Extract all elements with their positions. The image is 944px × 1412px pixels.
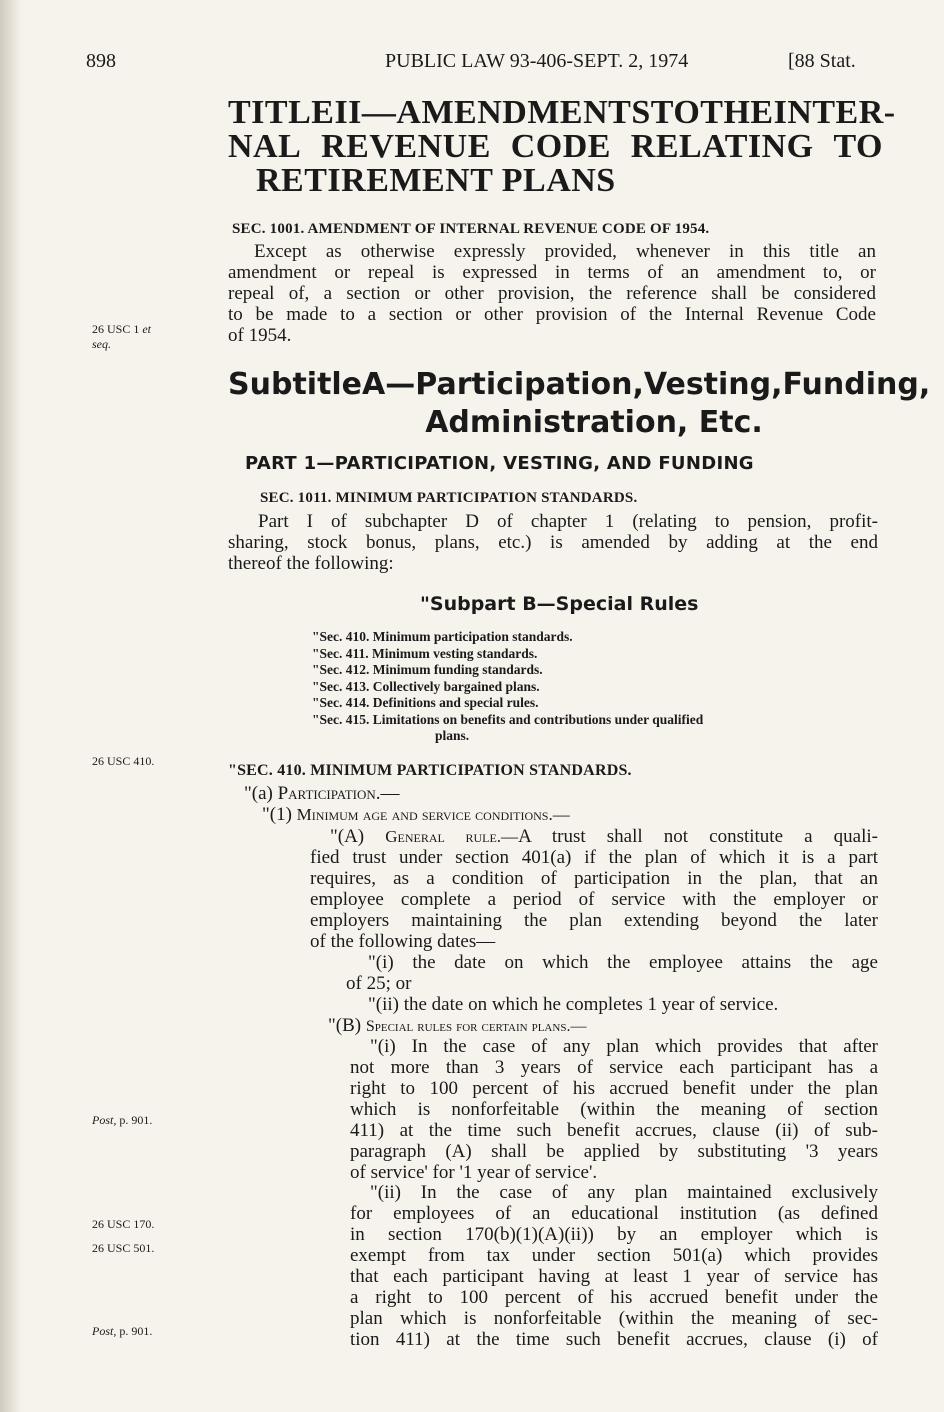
margin-note-post-p901-second: Post, p. 901. [92, 1324, 153, 1338]
section-1011-heading: SEC. 1011. MINIMUM PARTICIPATION STANDARDS. [260, 490, 638, 506]
margin-note-26-usc-170: 26 USC 170. [92, 1217, 155, 1231]
clause-i-text: "(i) the date on which the employee attains the age of 25; or [346, 952, 878, 994]
subparagraph-b-heading: "(B) Special rules for certain plans.— [328, 1015, 587, 1036]
part-1-heading: PART 1—PARTICIPATION, VESTING, AND FUNDING [245, 453, 754, 474]
title-line-3: RETIREMENT PLANS [256, 162, 616, 199]
title-line-2: NAL REVENUE CODE RELATING TO [228, 128, 883, 165]
toc-entry: "Sec. 411. Minimum vesting standards. [312, 645, 538, 661]
toc-entry: "Sec. 412. Minimum funding standards. [312, 662, 543, 677]
toc-entry: "Sec. 413. Collectively bargained plans. [312, 678, 540, 694]
subtitle-a-heading [228, 366, 931, 442]
section-410-heading: "SEC. 410. MINIMUM PARTICIPATION STANDARDS. [228, 762, 632, 779]
clause-ii-text: "(ii) the date on which he completes 1 year of service. [368, 994, 779, 1015]
margin-note-26-usc-410: 26 USC 410. [92, 754, 155, 768]
page-number: 898 [86, 50, 116, 72]
toc-entry-continuation: plans. [435, 728, 470, 743]
statute-reference: [88 Stat. [788, 50, 856, 72]
subpart-table-of-sections [312, 629, 882, 745]
subparagraph-b-clause-i: "(i) In the case of any plan which provides that after not more than 3 years of service each participant has a right to 100 percent of his accrued benefit under the plan which is nonforfeitable (within the meaning of section 411) at the time such benefit accrues, clause (ii) of sub- paragraph (A) shall be applied by substituting '3 years of service' for '1 year of service'. [350, 1036, 878, 1183]
margin-note-26-usc-1: 26 USC 1 et seq. [92, 322, 152, 351]
section-1001-heading: SEC. 1001. AMENDMENT OF INTERNAL REVENUE CODE OF 1954. [232, 221, 710, 237]
toc-entry: "Sec. 415. Limitations on benefits and contributions under qualified [312, 711, 704, 727]
section-1011-text: Part I of subchapter D of chapter 1 (relating to pension, profit- sharing, stock bonus, plans, etc.) is amended by adding at the end thereof the following: [228, 511, 878, 574]
section-1001-text: Except as otherwise expressly provided, whenever in this title an amendment or repeal is expressed in terms of an amendment to, or repeal of, a section or other provision, the reference shall be considered to be made to a section or other provision of the Internal Revenue Code of 1954. [228, 241, 876, 346]
subpart-b-heading: "Subpart B—Special Rules [420, 593, 699, 615]
subsection-a-heading: "(a) Participation.— [244, 783, 400, 804]
subparagraph-b-clause-ii: "(ii) In the case of any plan maintained exclusively for employees of an educational institution (as defined in section 170(b)(1)(A)(ii)) by an employer which is exempt from tax under section 501(a) which provides that each participant having at least 1 year of service has a right to 100 percent of his accrued benefit under the plan which is nonforfeitable (within the meaning of sec- tion 411) at the time such benefit accrues, clause (i) of [350, 1182, 878, 1350]
subtitle-line-2: Administration, Etc. [425, 405, 763, 440]
running-head-title: PUBLIC LAW 93-406-SEPT. 2, 1974 [385, 50, 689, 72]
subparagraph-a-text: "(A) General rule.—A trust shall not constitute a quali- fied trust under section 401(a) if the plan of which it is a part requires, as a condition of participation in the plan, that an employee complete a period of service with the employer or employers maintaining the plan extending beyond the later of the following dates— [310, 826, 878, 952]
toc-entry: "Sec. 414. Definitions and special rules. [312, 695, 539, 710]
page-binding-shadow [0, 0, 22, 1412]
paragraph-1-heading: "(1) Minimum age and service conditions.— [262, 804, 570, 825]
title-heading [228, 94, 896, 199]
toc-entry: "Sec. 410. Minimum participation standards. [312, 629, 573, 644]
margin-note-26-usc-501: 26 USC 501. [92, 1241, 155, 1255]
subtitle-line-1: Subtitle A—Participation, Vesting, Funding, [228, 367, 931, 402]
title-line-1: TITLE II—AMENDMENTS TO THE INTER- [228, 94, 896, 131]
margin-note-post-p901: Post, p. 901. [92, 1113, 153, 1127]
